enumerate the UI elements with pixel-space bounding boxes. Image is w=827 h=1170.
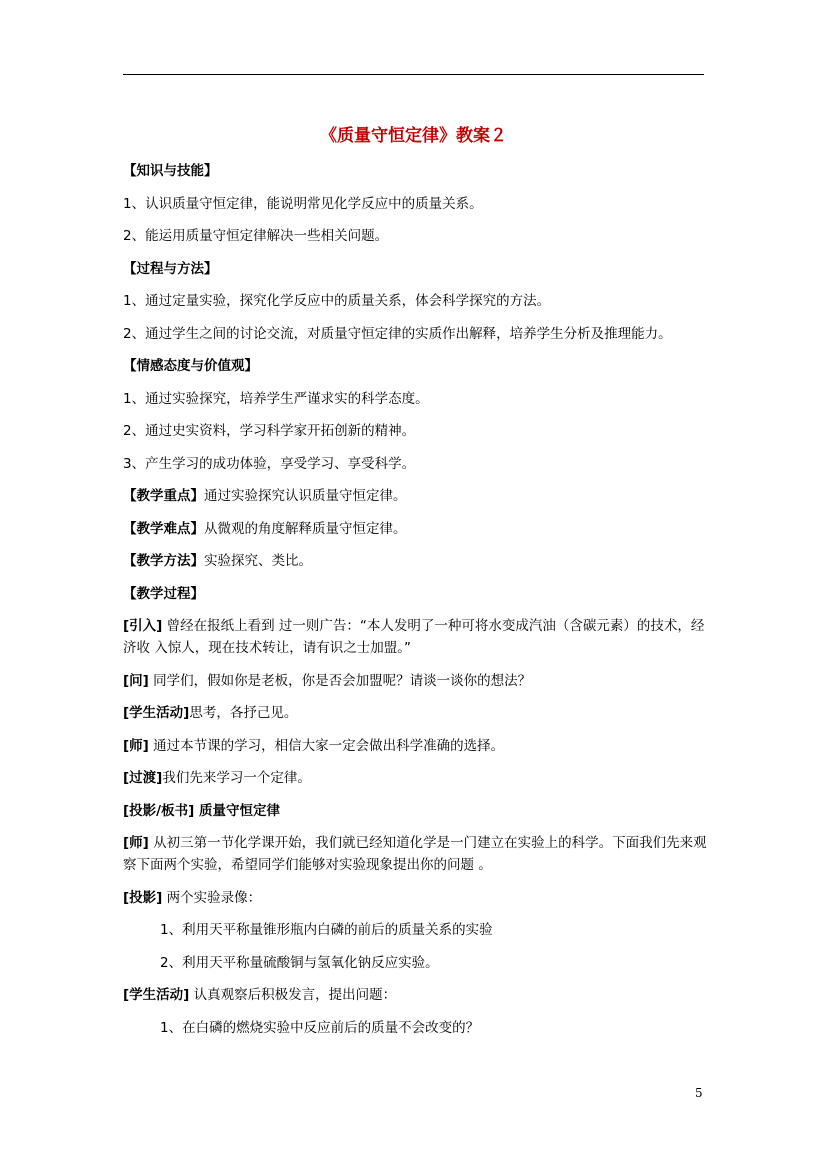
paragraph-text: 1、在白磷的燃烧实验中反应前后的质量不会改变的？ <box>160 1019 480 1036</box>
document-title: 《质量守恒定律》教案２ <box>320 126 507 146</box>
paragraph-heading: [投影/板书] 质量守恒定律 <box>123 802 280 819</box>
page-number: 5 <box>695 1086 703 1100</box>
paragraph-heading: 【过程与方法】 <box>123 260 218 277</box>
paragraph-text: 3、产生学习的成功体验，享受学习、享受科学。 <box>123 455 416 472</box>
paragraph-heading: [师] <box>123 835 149 851</box>
paragraph-heading: [师] <box>123 737 149 754</box>
paragraph-heading: 【教学过程】 <box>123 585 204 602</box>
body-paragraph <box>123 225 708 247</box>
paragraph-heading: 【教学重点】 <box>123 488 204 504</box>
paragraph-text: 2、能运用质量守恒定律解决一些相关问题。 <box>123 228 389 244</box>
document-body <box>123 160 708 1039</box>
body-paragraph <box>123 323 708 345</box>
body-paragraph <box>123 1017 708 1039</box>
paragraph-heading: 【教学方法】 <box>123 553 204 569</box>
section-paragraph <box>123 583 708 605</box>
section-paragraph <box>123 518 708 540</box>
section-paragraph <box>123 258 708 280</box>
paragraph-text: 两个实验录像： <box>162 889 262 906</box>
paragraph-text: 曾经在报纸上看到 过一则广告：“本人发明了一种可将水变成汽油（含碳元素）的技术，经济收 入惊人，现在技术转让，请有识之士加盟。” <box>123 618 705 656</box>
section-paragraph <box>123 355 708 377</box>
body-paragraph <box>123 420 708 442</box>
paragraph-text: 1、通过实验探究，培养学生严谨求实的科学态度。 <box>123 390 429 407</box>
paragraph-text: 1、通过定量实验，探究化学反应中的质量关系，体会科学探究的方法。 <box>123 293 551 309</box>
paragraph-text: 思考，各抒己见。 <box>189 705 298 721</box>
paragraph-heading: 【知识与技能】 <box>123 163 218 179</box>
paragraph-text: 2、通过学生之间的讨论交流，对质量守恒定律的实质作出解释，培养学生分析及推理能力。 <box>123 325 672 342</box>
paragraph-text: 从微观的角度解释质量守恒定律。 <box>204 520 407 537</box>
body-paragraph <box>123 919 708 941</box>
paragraph-text: 2、利用天平称量硫酸铜与氢氧化钠反应实验。 <box>160 954 439 971</box>
paragraph-text: 我们先来学习一个定律。 <box>162 770 311 786</box>
paragraph-heading: [投影] <box>123 889 163 906</box>
paragraph-text: 1、认识质量守恒定律，能说明常见化学反应中的质量关系。 <box>123 195 483 212</box>
section-paragraph <box>123 702 708 724</box>
section-paragraph <box>123 800 708 822</box>
paragraph-text: 认真观察后积极发言，提出问题： <box>189 987 397 1003</box>
body-paragraph <box>123 453 708 475</box>
section-paragraph <box>123 984 708 1006</box>
paragraph-text: 从初三第一节化学课开始，我们就已经知道化学是一门建立在实验上的科学。下面我们先来观察下面两个实验，希望同学们能够对实验现象提出你的问题 。 <box>123 835 707 873</box>
paragraph-heading: [学生活动] <box>123 987 190 1003</box>
paragraph-text: 同学们，假如你是老板，你是否会加盟呢？请谈一谈你的想法？ <box>148 672 532 689</box>
paragraph-heading: 【教学难点】 <box>123 520 204 537</box>
paragraph-heading: [引入] <box>123 618 163 634</box>
paragraph-heading: [学生活动] <box>123 705 190 721</box>
section-paragraph <box>123 767 708 789</box>
section-paragraph <box>123 735 708 757</box>
header-rule <box>123 74 704 75</box>
section-paragraph <box>123 832 708 876</box>
body-paragraph <box>123 193 708 215</box>
section-paragraph <box>123 887 708 909</box>
paragraph-heading: [问] <box>123 672 149 689</box>
paragraph-heading: 【情感态度与价值观】 <box>123 358 258 374</box>
section-paragraph <box>123 670 708 692</box>
paragraph-text: 实验探究、类比。 <box>204 553 312 569</box>
paragraph-text: 1、利用天平称量锥形瓶内白磷的前后的质量关系的实验 <box>160 922 493 938</box>
paragraph-heading: [过渡] <box>123 770 163 786</box>
paragraph-text: 2、通过史实资料，学习科学家开拓创新的精神。 <box>123 423 416 439</box>
body-paragraph <box>123 388 708 410</box>
body-paragraph <box>123 290 708 312</box>
section-paragraph <box>123 615 708 659</box>
body-paragraph <box>123 952 708 974</box>
section-paragraph <box>123 485 708 507</box>
section-paragraph <box>123 160 708 182</box>
paragraph-text: 通过本节课的学习，相信大家一定会做出科学准确的选择。 <box>148 737 505 754</box>
paragraph-text: 通过实验探究认识质量守恒定律。 <box>204 488 407 504</box>
section-paragraph <box>123 550 708 572</box>
